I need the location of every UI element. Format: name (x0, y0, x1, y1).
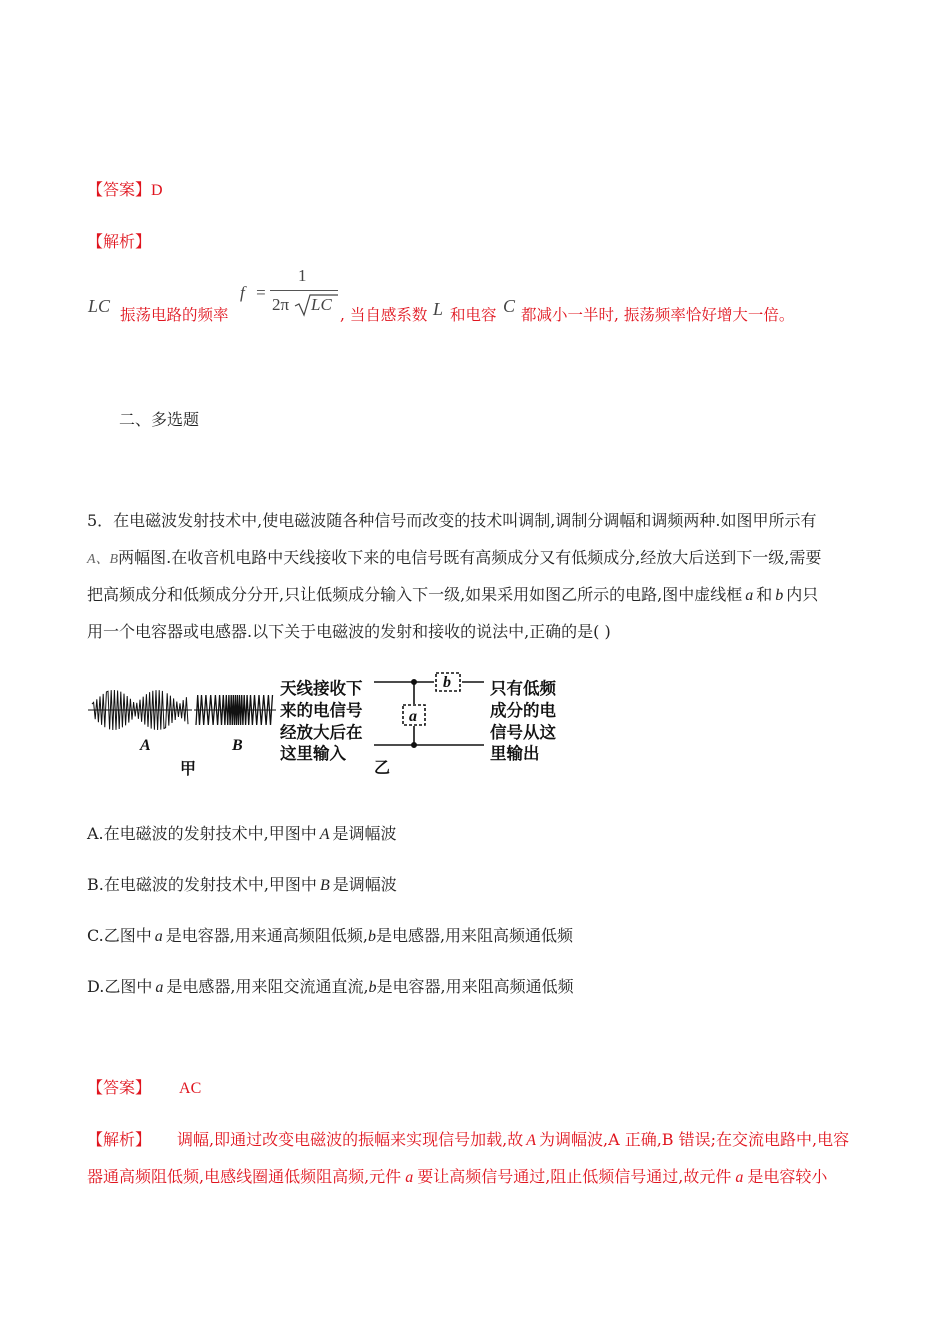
analysis-1-text1: 振荡电路的频率 (120, 306, 229, 324)
answer-value: D (151, 182, 163, 199)
option-a: A.在电磁波的发射技术中,甲图中 A 是调幅波 (87, 824, 397, 843)
input-text-2: 来的电信号 (280, 701, 363, 720)
formula-den-root: LC (311, 295, 332, 314)
output-text-1: 只有低频 (490, 679, 556, 698)
question-5-figure (88, 668, 568, 780)
analysis-1-text2: , 当自感系数 (340, 306, 428, 324)
question-5-line-1: 5．在电磁波发射技术中,使电磁波随各种信号而改变的技术叫调制,调制分调幅和调频两种.如图甲所示有 (87, 511, 817, 530)
output-text-4: 里输出 (490, 744, 540, 763)
formula-fraction-bar (270, 290, 338, 291)
analysis-1-text4: 都减小一半时, 振荡频率恰好增大一倍。 (521, 306, 795, 324)
frequency-formula (240, 283, 266, 303)
question-5-line-3: 把高频成分和低频成分分开,只让低频成分输入下一级,如果采用如图乙所示的电路,图中虚线框 a 和 b 内只 (87, 585, 819, 604)
input-text-4: 这里输入 (280, 744, 346, 763)
caption-jia: 甲 (180, 759, 197, 778)
answer-tag: 【答案】 (87, 180, 152, 199)
analysis-1-lc: LC (88, 296, 111, 316)
input-text-3: 经放大后在 (280, 723, 363, 742)
wave-a-icon (88, 690, 192, 730)
analysis-2-line-1: 【解析】 调幅,即通过改变电磁波的振幅来实现信号加载,故 A 为调幅波,A 正确,B 错误;在交流电路中,电容 (87, 1130, 850, 1149)
formula-den-prefix: 2π (272, 295, 290, 314)
answer-1 (87, 177, 163, 200)
input-text-1: 天线接收下 (280, 679, 363, 698)
analysis-1-text3: 和电容 (450, 306, 497, 324)
answer-2 (87, 1075, 201, 1098)
wave-b-icon (194, 695, 276, 725)
formula-numerator: 1 (298, 266, 307, 285)
option-d: D.乙图中 a 是电感器,用来阻交流通直流,b是电容器,用来阻高频通低频 (87, 977, 574, 996)
symbol-C: C (503, 296, 516, 316)
symbol-L: L (433, 299, 444, 319)
box-b-label: b (443, 674, 451, 691)
formula-denominator (272, 295, 289, 315)
question-5-symbols-ab: A、B (87, 552, 119, 567)
option-b: B.在电磁波的发射技术中,甲图中 B 是调幅波 (87, 875, 397, 894)
analysis-2-line-2: 器通高频阻低频,电感线圈通低频阻高频,元件 a 要让高频信号通过,阻止低频信号通过,故元件 a 是电容较小 (87, 1167, 828, 1186)
option-c: C.乙图中 a 是电容器,用来通高频阻低频,b是电感器,用来阻高频通低频 (87, 926, 574, 945)
formula-f: f (240, 283, 245, 302)
output-text-3: 信号从这 (490, 723, 556, 742)
wave-b-label: B (232, 737, 243, 754)
question-5-line-2: A、B两幅图.在收音机电路中天线接收下来的电信号既有高频成分又有低频成分,经放大后送到下一级,需要 (87, 548, 822, 567)
output-text-2: 成分的电 (490, 701, 556, 720)
analysis-1-tag: 【解析】 (87, 232, 152, 251)
analysis-tag: 【解析】 (87, 1130, 152, 1149)
answer-value: AC (179, 1080, 202, 1097)
wave-a-label: A (140, 737, 151, 754)
formula-equals: = (256, 283, 266, 302)
section-title: 二、多选题 (119, 410, 200, 429)
question-5-line-4: 用一个电容器或电感器.以下关于电磁波的发射和接收的说法中,正确的是( ) (87, 622, 611, 641)
caption-yi: 乙 (374, 758, 391, 777)
answer-tag: 【答案】 (87, 1078, 152, 1097)
circuit-diagram (374, 673, 484, 747)
box-a-label: a (409, 708, 417, 725)
